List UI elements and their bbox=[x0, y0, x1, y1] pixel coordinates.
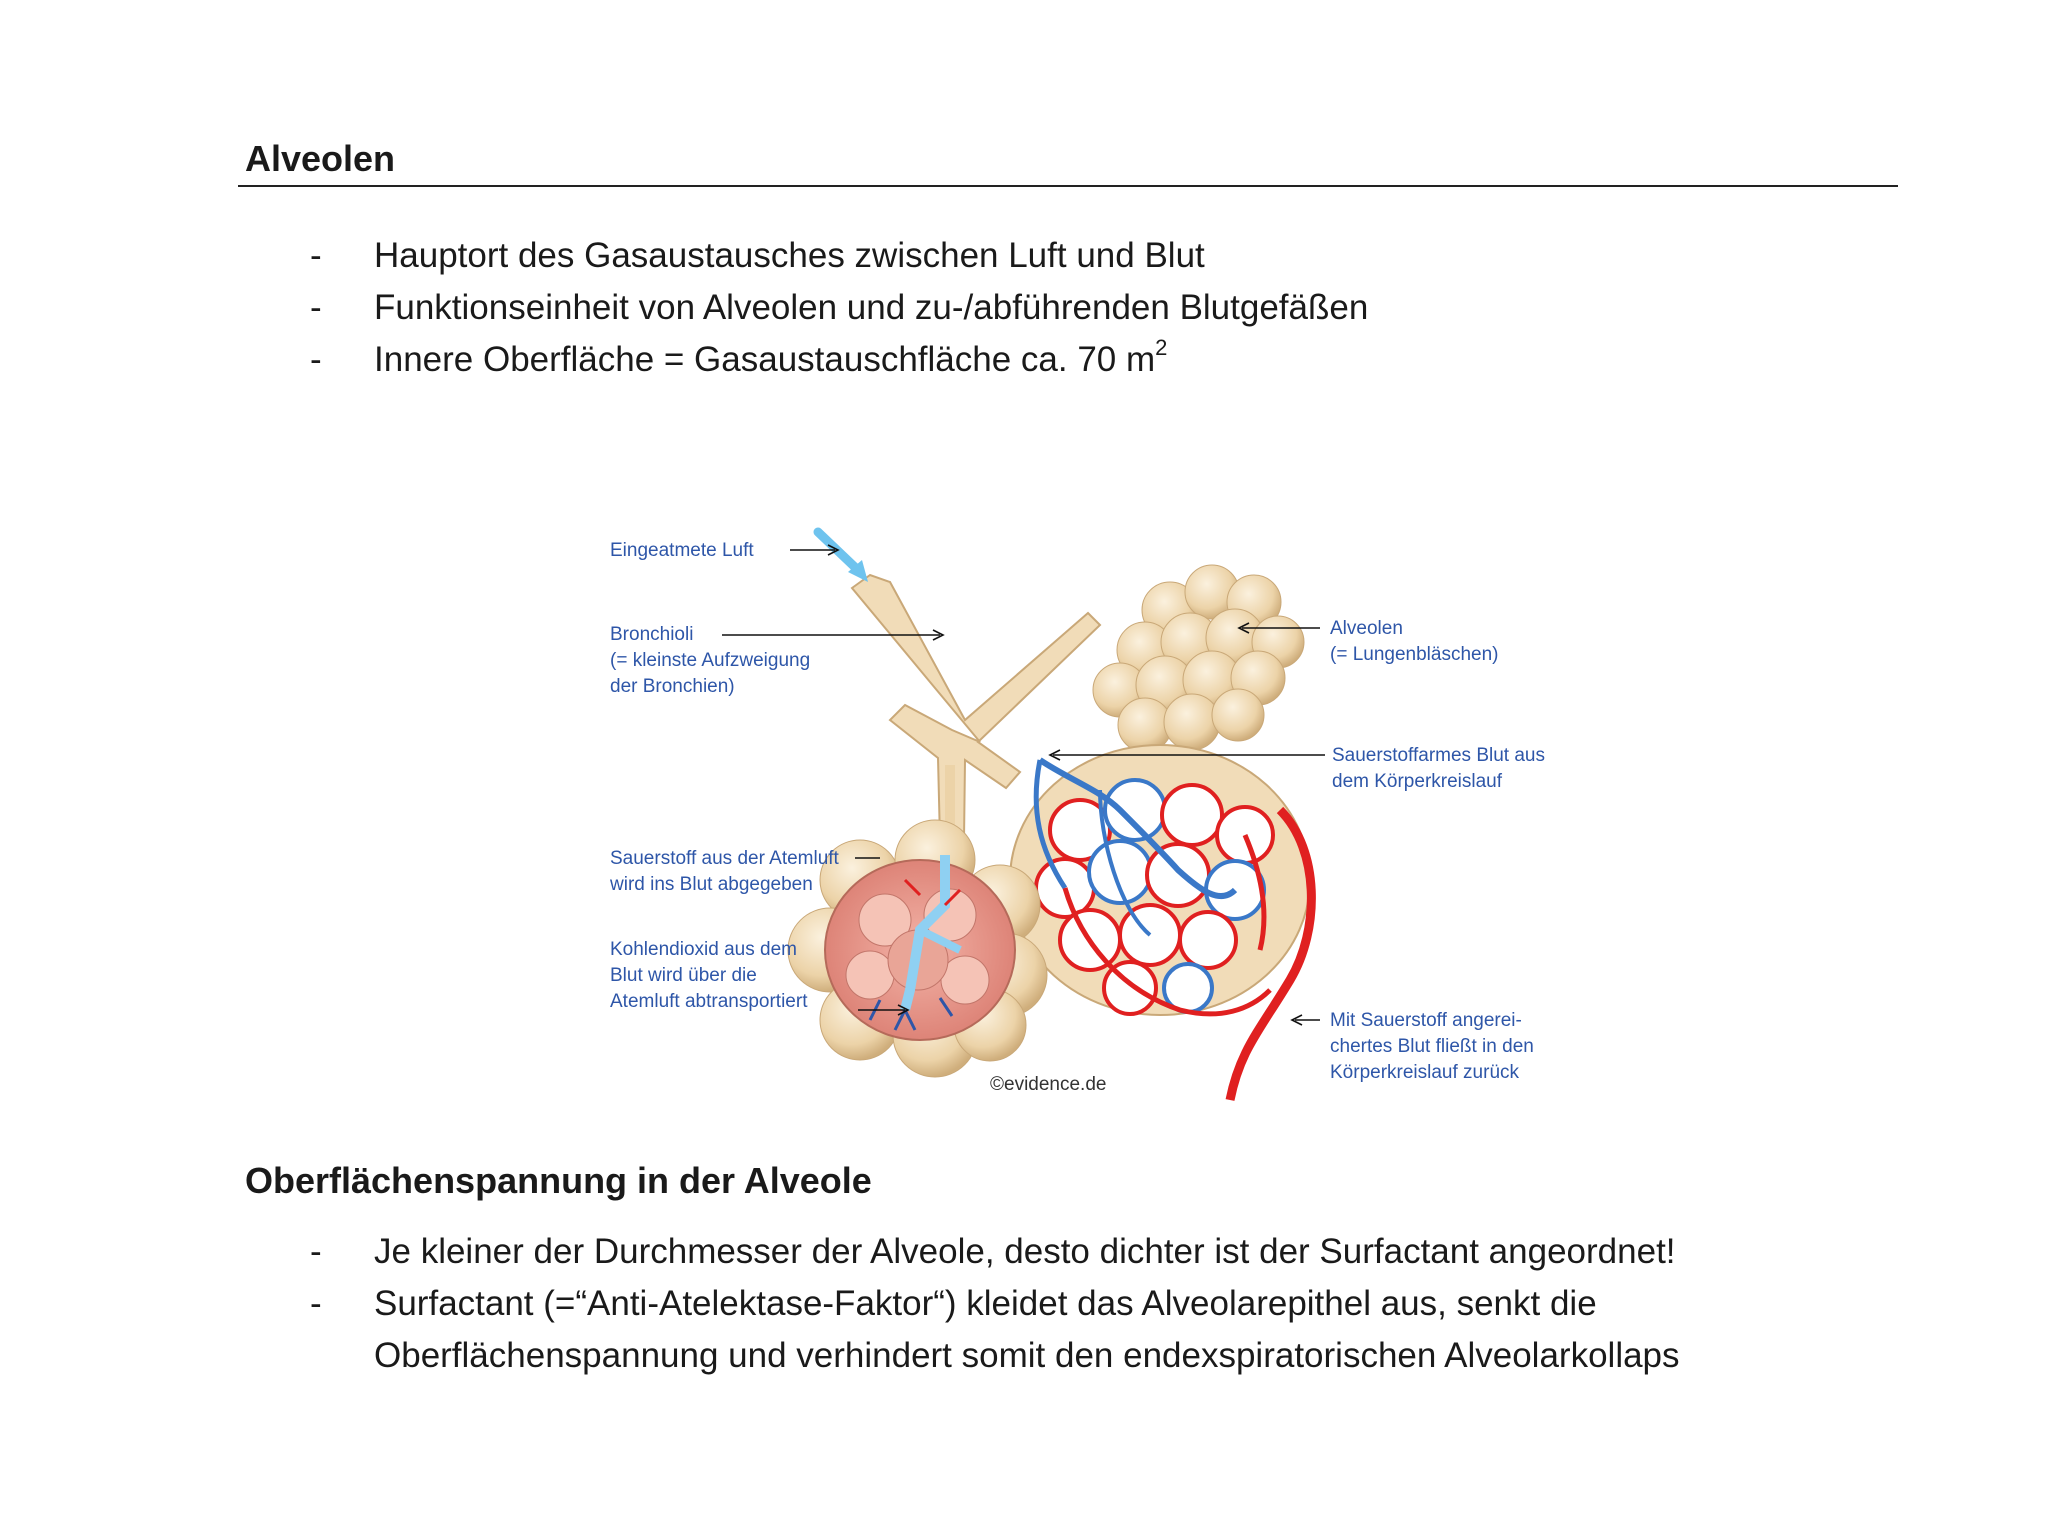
bullet-item bbox=[0, 230, 1914, 282]
label-deoxygenated-blood: dem Körperkreislauf bbox=[1332, 771, 1503, 792]
alveoli-illustration bbox=[560, 510, 1630, 1110]
label-co2-removal: Kohlendioxid aus dem bbox=[610, 939, 797, 960]
label-deoxygenated-blood: Sauerstoffarmes Blut aus bbox=[1332, 745, 1545, 766]
superscript-two: 2 bbox=[1155, 335, 1168, 360]
label-oxygen-release: wird ins Blut abgegeben bbox=[610, 874, 813, 895]
copyright-notice: ©evidence.de bbox=[990, 1074, 1107, 1095]
bullet-text: Innere Oberfläche = Gasaustauschfläche ca. 70 m bbox=[374, 340, 1156, 379]
alveolar-sac-capillaries bbox=[1010, 745, 1311, 1100]
label-oxygenated-blood: Körperkreislauf zurück bbox=[1330, 1062, 1520, 1083]
label-alveoli: Alveolen bbox=[1330, 618, 1403, 639]
label-co2-removal: Atemluft abtransportiert bbox=[610, 991, 808, 1012]
alveolen-bullet-list bbox=[0, 230, 1914, 386]
label-oxygenated-blood: Mit Sauerstoff angerei- bbox=[1330, 1010, 1522, 1031]
label-bronchioles-detail: der Bronchien) bbox=[610, 676, 735, 697]
bullet-text: Surfactant (=“Anti-Atelektase-Faktor“) kleidet das Alveolarepithel aus, senkt die Oberflächenspannung und verhindert somit den endexspiratorischen Alveolarkollaps bbox=[374, 1284, 1680, 1375]
label-inhaled-air: Eingeatmete Luft bbox=[610, 540, 754, 561]
label-bronchioles-detail: (= kleinste Aufzweigung bbox=[610, 650, 811, 671]
bullet-text: Funktionseinheit von Alveolen und zu-/abführenden Blutgefäßen bbox=[374, 288, 1369, 327]
bullet-dash: - bbox=[310, 340, 322, 379]
section-title-alveolen: Alveolen bbox=[245, 138, 396, 179]
bullet-item bbox=[0, 282, 1914, 334]
title-underline bbox=[238, 185, 1898, 187]
bullet-dash: - bbox=[310, 236, 322, 275]
air-arrow-icon bbox=[818, 532, 868, 582]
surface-tension-bullet-list bbox=[0, 1226, 1914, 1382]
label-oxygenated-blood: chertes Blut fließt in den bbox=[1330, 1036, 1534, 1057]
bullet-dash: - bbox=[310, 1232, 322, 1271]
bullet-item bbox=[0, 1278, 1914, 1382]
label-bronchioles: Bronchioli bbox=[610, 624, 694, 645]
bullet-item bbox=[0, 334, 1914, 386]
bullet-dash: - bbox=[310, 288, 322, 327]
bullet-item bbox=[0, 1226, 1914, 1278]
section-title-surface-tension: Oberflächenspannung in der Alveole bbox=[245, 1160, 872, 1201]
label-co2-removal: Blut wird über die bbox=[610, 965, 757, 986]
bullet-text: Hauptort des Gasaustausches zwischen Luft und Blut bbox=[374, 236, 1205, 275]
bullet-dash: - bbox=[310, 1284, 322, 1323]
alveolar-sac-top bbox=[1093, 565, 1304, 752]
label-alveoli-detail: (= Lungenbläschen) bbox=[1330, 644, 1499, 665]
label-oxygen-release: Sauerstoff aus der Atemluft bbox=[610, 848, 839, 869]
bullet-text: Je kleiner der Durchmesser der Alveole, desto dichter ist der Surfactant angeordnet! bbox=[374, 1232, 1676, 1271]
